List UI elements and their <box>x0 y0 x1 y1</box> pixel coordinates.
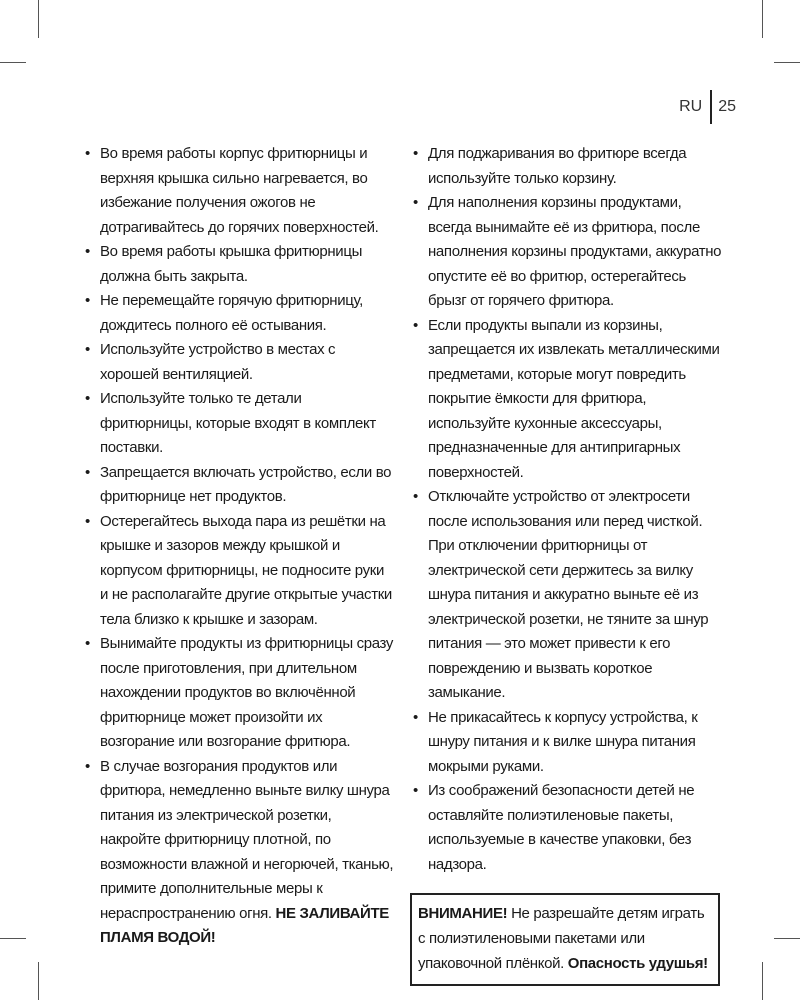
list-item: • Из соображений безопасности детей не оставляйте полиэтиленовые пакеты, используемые в качестве упаковки, без надзора. <box>410 779 722 877</box>
list-item: • В случае возгорания продуктов или фритюра, немедленно выньте вилку шнура питания из электрической розетки, накройте фритюрницу плотной, по возможности влажной и негорючей, тканью, примите дополнительные меры к нераспространению огня. НЕ ЗАЛИВАЙТЕ ПЛАМЯ ВОДОЙ! <box>82 755 394 951</box>
warning-label: ВНИМАНИЕ! <box>418 905 508 922</box>
crop-mark <box>38 0 39 38</box>
danger-text: Опасность удушья! <box>567 955 708 972</box>
list-item: • Если продукты выпали из корзины, запрещается их извлекать металлическими предметами, которые могут повредить покрытие ёмкости для фритюра, используйте кухонные аксессуары, предназначенные для антипригарных поверхностей. <box>410 314 722 486</box>
list-item: • Во время работы корпус фритюрницы и верхняя крышка сильно нагревается, во избежание получения ожогов не дотрагивайтесь до горячих поверхностей. <box>82 142 394 240</box>
warning-text: Не разрешайте детям играть с полиэтиленовыми пакетами или упаковочной плёнкой. <box>418 905 705 972</box>
crop-mark <box>38 962 39 1000</box>
crop-mark <box>762 962 763 1000</box>
safety-list-right <box>410 142 722 877</box>
list-item: • Для поджаривания во фритюре всегда используйте только корзину. <box>410 142 722 191</box>
warning-box <box>410 893 720 986</box>
list-item: • Используйте только те детали фритюрницы, которые входят в комплект поставки. <box>82 387 394 461</box>
crop-mark <box>774 938 800 939</box>
list-item: • Во время работы крышка фритюрницы должна быть закрыта. <box>82 240 394 289</box>
language-code: RU <box>679 98 703 115</box>
list-item: • Не перемещайте горячую фритюрницу, дождитесь полного её остывания. <box>82 289 394 338</box>
left-column <box>82 142 394 951</box>
crop-mark <box>0 938 26 939</box>
right-column <box>410 142 722 986</box>
list-item: • Используйте устройство в местах с хорошей вентиляцией. <box>82 338 394 387</box>
list-item: • Вынимайте продукты из фритюрницы сразу после приготовления, при длительном нахождении продуктов во включённой фритюрнице может произойти их возгорание или возгорание фритюра. <box>82 632 394 755</box>
crop-mark <box>762 0 763 38</box>
page-number: 25 <box>718 98 736 115</box>
page-header <box>679 90 736 124</box>
safety-list-left <box>82 142 394 951</box>
crop-mark <box>0 62 26 63</box>
list-item: • Остерегайтесь выхода пара из решётки на крышке и зазоров между крышкой и корпусом фритюрницы, не подносите руки и не располагайте другие открытые участки тела близко к крышке и зазорам. <box>82 510 394 633</box>
fire-warning: НЕ ЗАЛИВАЙТЕ ПЛАМЯ ВОДОЙ! <box>100 904 389 946</box>
list-item: • Для наполнения корзины продуктами, всегда вынимайте её из фритюра, после наполнения корзины продуктами, аккуратно опустите её во фритюр, остерегайтесь брызг от горячего фритюра. <box>410 191 722 314</box>
list-item: • Не прикасайтесь к корпусу устройства, к шнуру питания и к вилке шнура питания мокрыми руками. <box>410 706 722 780</box>
crop-mark <box>774 62 800 63</box>
list-item: • Запрещается включать устройство, если во фритюрнице нет продуктов. <box>82 461 394 510</box>
list-item: • Отключайте устройство от электросети после использования или перед чисткой. При отключении фритюрницы от электрической сети держитесь за вилку шнура питания и аккуратно выньте её из электрической розетки, не тяните за шнур питания — это может привести к его повреждению и вызвать короткое замыкание. <box>410 485 722 706</box>
